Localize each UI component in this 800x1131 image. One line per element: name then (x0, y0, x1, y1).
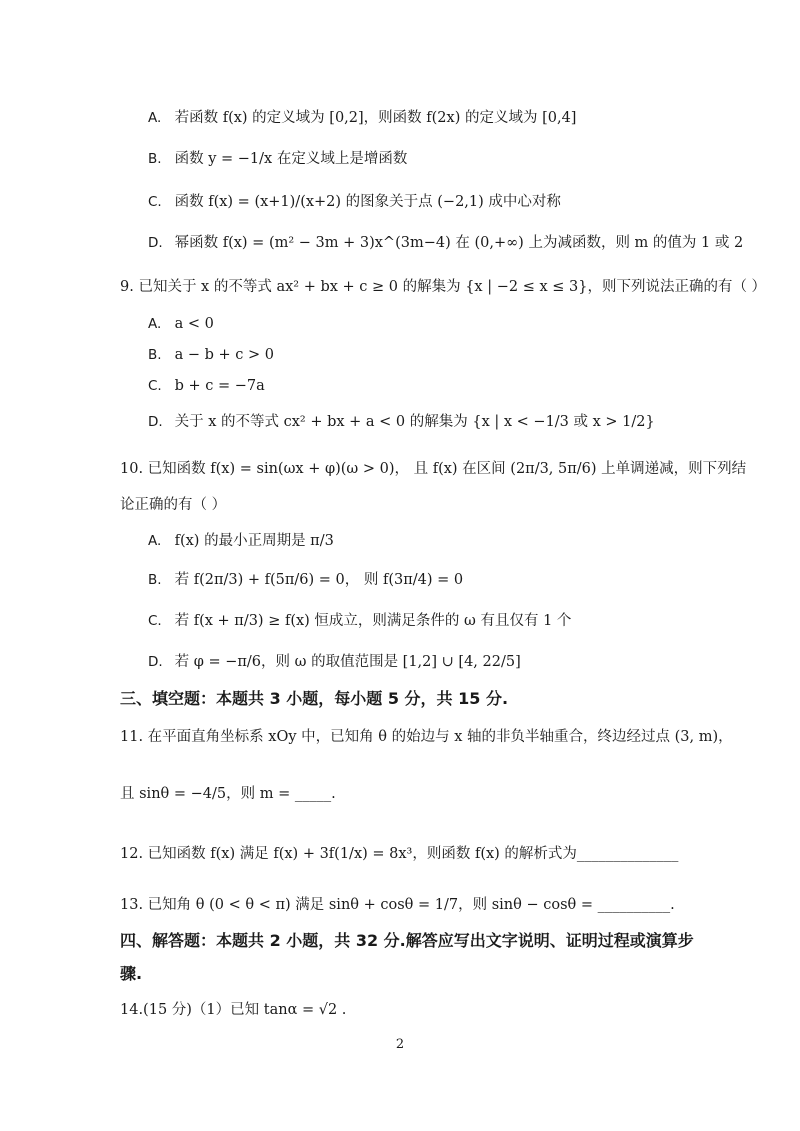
option-text: 关于 x 的不等式 cx² + bx + a < 0 的解集为 {x | x < −1/3 或 x > 1/2} (174, 414, 655, 430)
option-text: 幂函数 f(x) = (m² − 3m + 3)x^(3m−4) 在 (0,+∞) 上为减函数，则 m 的值为 1 或 2 (174, 235, 744, 251)
q10-option-c (148, 610, 571, 632)
option-label: C. (148, 613, 162, 629)
option-label: C. (148, 378, 162, 394)
option-text: 若函数 f(x) 的定义域为 [0,2]，则函数 f(2x) 的定义域为 [0,4] (174, 110, 577, 126)
section-heading-answer-cont: 骤. (120, 964, 143, 983)
q10-option-b (148, 569, 463, 591)
q10-stem-line1: 10. 已知函数 f(x) = sin(ωx + φ)(ω > 0)， 且 f(x) 在区间 (2π/3, 5π/6) 上单调递减，则下列结 (120, 461, 747, 477)
option-label: A. (148, 533, 162, 549)
q9-stem: 9. 已知关于 x 的不等式 ax² + bx + c ≥ 0 的解集为 {x | −2 ≤ x ≤ 3}，则下列说法正确的有（ ） (120, 279, 767, 295)
q10-option-d (148, 651, 521, 673)
option-label: C. (148, 194, 162, 210)
option-label: B. (148, 151, 162, 167)
q9-option-b (148, 344, 274, 366)
q9-option-a (148, 313, 214, 335)
option-label: D. (148, 414, 163, 430)
option-text: f(x) 的最小正周期是 π/3 (174, 533, 334, 549)
option-text: a < 0 (174, 316, 214, 332)
option-label: B. (148, 347, 162, 363)
option-label: D. (148, 235, 163, 251)
q12: 12. 已知函数 f(x) 满足 f(x) + 3f(1/x) = 8x³，则函数 f(x) 的解析式为______________ (120, 846, 679, 862)
q11-line1: 11. 在平面直角坐标系 xOy 中，已知角 θ 的始边与 x 轴的非负半轴重合，终边经过点 (3, m)， (120, 729, 733, 745)
q11-line2: 且 sinθ = −4/5，则 m = _____. (120, 786, 336, 802)
option-text: 若 φ = −π/6，则 ω 的取值范围是 [1,2] ∪ [4, 22/5] (174, 654, 521, 670)
page-number: 2 (395, 1037, 405, 1052)
q10-stem-line2: 论正确的有（ ） (120, 497, 227, 513)
q8-option-b (148, 148, 407, 170)
q8-option-d (148, 232, 743, 254)
option-text: b + c = −7a (174, 378, 265, 394)
q8-option-a (148, 107, 576, 129)
option-label: A. (148, 316, 162, 332)
section-heading-fill-in: 三、填空题：本题共 3 小题，每小题 5 分，共 15 分. (120, 689, 509, 708)
section-heading-answer: 四、解答题：本题共 2 小题，共 32 分.解答应写出文字说明、证明过程或演算步 (120, 931, 694, 950)
option-text: a − b + c > 0 (174, 347, 274, 363)
option-label: A. (148, 110, 162, 126)
option-text: 若 f(x + π/3) ≥ f(x) 恒成立，则满足条件的 ω 有且仅有 1 个 (174, 613, 572, 629)
option-text: 函数 f(x) = (x+1)/(x+2) 的图象关于点 (−2,1) 成中心对称 (174, 194, 561, 210)
option-text: 函数 y = −1/x 在定义域上是增函数 (174, 151, 408, 167)
q13: 13. 已知角 θ (0 < θ < π) 满足 sinθ + cosθ = 1/7，则 sinθ − cosθ = __________. (120, 897, 675, 913)
q10-option-a (148, 530, 334, 552)
q8-option-c (148, 191, 561, 213)
option-label: D. (148, 654, 163, 670)
option-text: 若 f(2π/3) + f(5π/6) = 0， 则 f(3π/4) = 0 (174, 572, 464, 588)
q9-option-c (148, 375, 265, 397)
q9-option-d (148, 411, 655, 433)
option-label: B. (148, 572, 162, 588)
q14: 14.(15 分)（1）已知 tanα = √2 . (120, 1002, 347, 1018)
